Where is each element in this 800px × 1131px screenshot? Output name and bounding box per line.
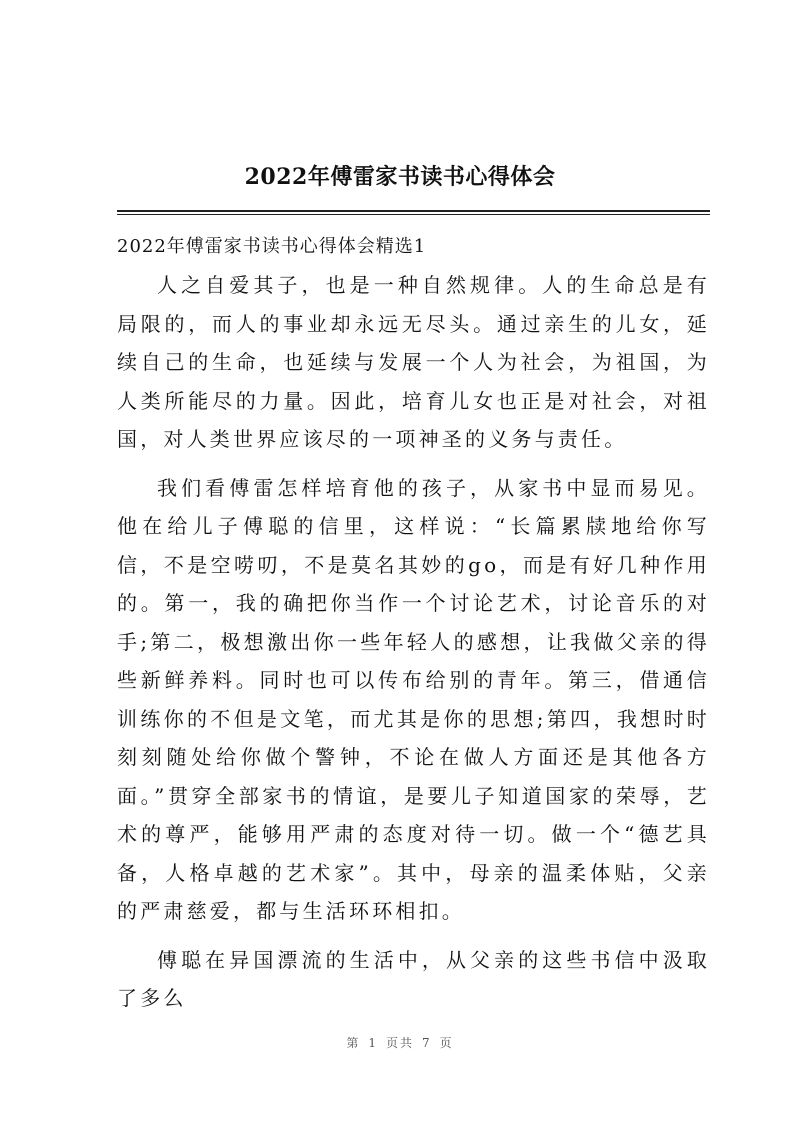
paragraph-1: 人之自爱其子，也是一种自然规律。人的生命总是有局限的，而人的事业却永远无尽头。通过亲生的儿女，延续自己的生命，也延续与发展一个人为社会，为祖国，为人类所能尽的力量。因此，培育儿女也正是对社会，对祖国，对人类世界应该尽的一项神圣的义务与责任。 [117, 273, 710, 451]
paragraph-2: 我们看傅雷怎样培育他的孩子，从家书中显而易见。他在给儿子傅聪的信里，这样说：“长篇累牍地给你写信，不是空唠叨，不是莫名其妙的go，而是有好几种作用的。第一，我的确把你当作一个讨论艺术，讨论音乐的对手;第二，极想激出你一些年轻人的感想，让我做父亲的得些新鲜养料。同时也可以传布给别的青年。第三，借通信训练你的不但是文笔，而尤其是你的思想;第四，我想时时刻刻随处给你做个警钟，不论在做人方面还是其他各方面。”贯穿全部家书的情谊，是要儿子知道国家的荣辱，艺术的尊严，能够用严肃的态度对待一切。做一个“德艺具备，人格卓越的艺术家”。其中，母亲的温柔体贴，父亲的严肃慈爱，都与生活环环相扣。 [117, 475, 710, 923]
title-rule-thick [117, 210, 710, 212]
paragraph-3: 傅聪在异国漂流的生活中，从父亲的这些书信中汲取了多么 [117, 947, 710, 1010]
document-title: 2022年傅雷家书读书心得体会 [244, 164, 556, 190]
footer-total-pages: 7 [422, 1036, 432, 1050]
footer-page-of: 页共 [385, 1036, 414, 1050]
document-body [117, 266, 710, 1010]
footer-page-suffix: 页 [439, 1036, 454, 1050]
page-footer [0, 1034, 800, 1051]
footer-page-label: 第 [346, 1036, 361, 1050]
footer-page-number: 1 [368, 1036, 378, 1050]
section-heading: 2022年傅雷家书读书心得体会精选1 [117, 236, 427, 257]
title-rule-thin [117, 214, 710, 215]
